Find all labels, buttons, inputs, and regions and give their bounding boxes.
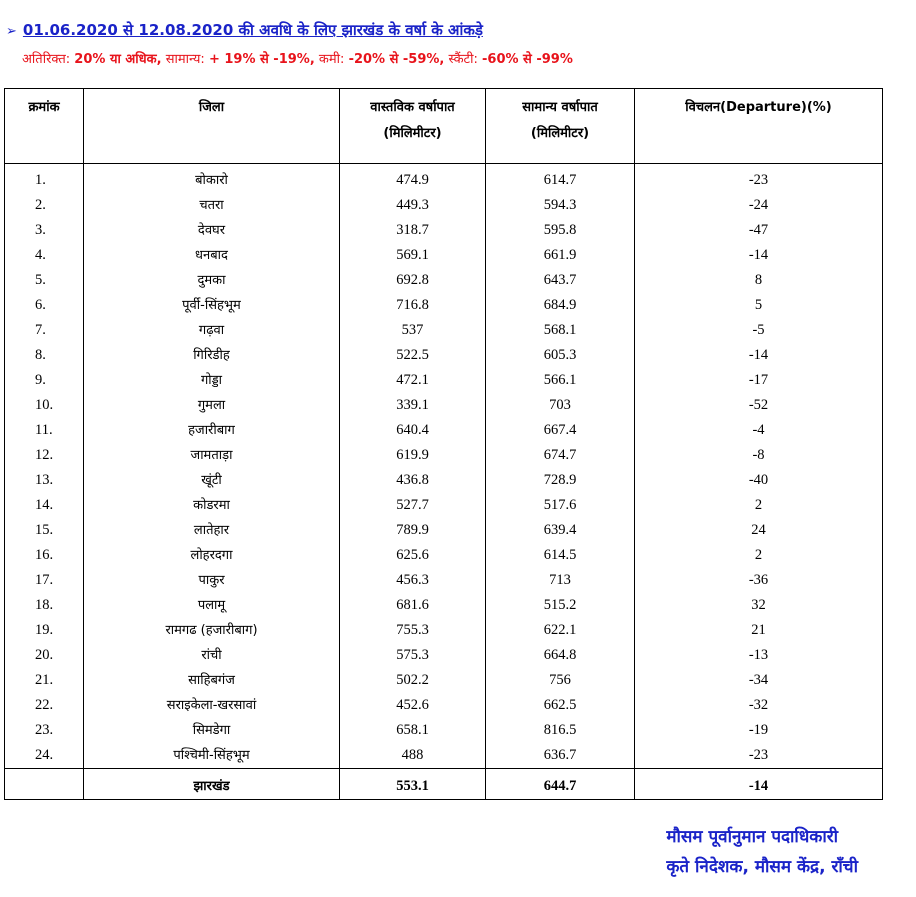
category-legend <box>22 49 573 67</box>
actual-cell: 472.1 <box>340 368 486 393</box>
signature-office: कृते निदेशक, मौसम केंद्र, राँची <box>666 857 858 877</box>
normal-cell: 515.2 <box>486 593 635 618</box>
normal-cell: 614.5 <box>486 543 635 568</box>
departure-cell: -36 <box>635 568 883 593</box>
normal-cell: 713 <box>486 568 635 593</box>
normal-cell: 816.5 <box>486 718 635 743</box>
district-cell: बोकारो <box>84 164 340 194</box>
actual-cell: 716.8 <box>340 293 486 318</box>
departure-cell: -23 <box>635 743 883 769</box>
actual-cell: 692.8 <box>340 268 486 293</box>
normal-cell: 728.9 <box>486 468 635 493</box>
table-row <box>5 468 883 493</box>
actual-cell: 522.5 <box>340 343 486 368</box>
normal-cell: 667.4 <box>486 418 635 443</box>
departure-cell: -32 <box>635 693 883 718</box>
table-row <box>5 193 883 218</box>
sr-cell: 3. <box>5 218 84 243</box>
actual-cell: 681.6 <box>340 593 486 618</box>
table-row <box>5 368 883 393</box>
district-cell: पूर्वी-सिंहभूम <box>84 293 340 318</box>
normal-cell: 674.7 <box>486 443 635 468</box>
departure-cell: 32 <box>635 593 883 618</box>
sr-cell: 13. <box>5 468 84 493</box>
departure-cell: -14 <box>635 243 883 268</box>
sr-cell: 17. <box>5 568 84 593</box>
signature-designation: मौसम पूर्वानुमान पदाधिकारी <box>666 827 839 847</box>
district-cell: गिरिडीह <box>84 343 340 368</box>
sr-cell: 6. <box>5 293 84 318</box>
normal-cell: 661.9 <box>486 243 635 268</box>
sr-cell: 11. <box>5 418 84 443</box>
actual-cell: 339.1 <box>340 393 486 418</box>
normal-cell: 639.4 <box>486 518 635 543</box>
report-title: 01.06.2020 से 12.08.2020 की अवधि के लिए झारखंड के वर्षा के आंकड़े <box>22 21 483 39</box>
normal-cell: 636.7 <box>486 743 635 769</box>
actual-cell: 575.3 <box>340 643 486 668</box>
actual-cell: 456.3 <box>340 568 486 593</box>
normal-cell: 517.6 <box>486 493 635 518</box>
departure-cell: -47 <box>635 218 883 243</box>
table-row <box>5 243 883 268</box>
departure-cell: 8 <box>635 268 883 293</box>
normal-cell: 664.8 <box>486 643 635 668</box>
district-cell: लातेहार <box>84 518 340 543</box>
actual-cell: 527.7 <box>340 493 486 518</box>
departure-cell: 2 <box>635 493 883 518</box>
departure-cell: -40 <box>635 468 883 493</box>
district-cell: कोडरमा <box>84 493 340 518</box>
normal-cell: 566.1 <box>486 368 635 393</box>
district-cell: सिमडेगा <box>84 718 340 743</box>
normal-cell: 594.3 <box>486 193 635 218</box>
legend-scanty-label: स्कैंटी: <box>448 52 478 67</box>
departure-cell: -8 <box>635 443 883 468</box>
actual-cell: 537 <box>340 318 486 343</box>
sr-cell: 5. <box>5 268 84 293</box>
normal-cell: 595.8 <box>486 218 635 243</box>
actual-cell: 449.3 <box>340 193 486 218</box>
sr-cell: 7. <box>5 318 84 343</box>
normal-cell: 703 <box>486 393 635 418</box>
arrow-bullet-icon: ➢ <box>6 24 17 39</box>
departure-cell: 5 <box>635 293 883 318</box>
actual-cell: 658.1 <box>340 718 486 743</box>
table-row <box>5 718 883 743</box>
actual-cell: 502.2 <box>340 668 486 693</box>
sr-cell: 19. <box>5 618 84 643</box>
district-cell: देवघर <box>84 218 340 243</box>
table-row <box>5 293 883 318</box>
report-heading <box>6 20 483 40</box>
table-row <box>5 164 883 194</box>
actual-cell: 318.7 <box>340 218 486 243</box>
sr-cell: 21. <box>5 668 84 693</box>
departure-cell: -34 <box>635 668 883 693</box>
normal-cell: 684.9 <box>486 293 635 318</box>
total-row <box>5 769 883 800</box>
table-row <box>5 318 883 343</box>
sr-cell: 10. <box>5 393 84 418</box>
district-cell: रामगढ (हजारीबाग) <box>84 618 340 643</box>
table-row <box>5 218 883 243</box>
header-normal: सामान्य वर्षापात (मिलिमीटर) <box>486 89 635 164</box>
table-row <box>5 693 883 718</box>
rainfall-table <box>4 88 883 800</box>
actual-cell: 474.9 <box>340 164 486 194</box>
district-cell: चतरा <box>84 193 340 218</box>
sr-cell: 24. <box>5 743 84 769</box>
departure-cell: 21 <box>635 618 883 643</box>
table-row <box>5 393 883 418</box>
district-cell: धनबाद <box>84 243 340 268</box>
normal-cell: 756 <box>486 668 635 693</box>
normal-cell: 605.3 <box>486 343 635 368</box>
actual-cell: 625.6 <box>340 543 486 568</box>
sr-cell: 22. <box>5 693 84 718</box>
district-cell: गुमला <box>84 393 340 418</box>
legend-normal-label: सामान्य: <box>165 52 205 67</box>
table-row <box>5 618 883 643</box>
district-cell: खूंटी <box>84 468 340 493</box>
district-cell: जामताड़ा <box>84 443 340 468</box>
sr-cell: 16. <box>5 543 84 568</box>
departure-cell: -24 <box>635 193 883 218</box>
header-actual: वास्तविक वर्षापात (मिलिमीटर) <box>340 89 486 164</box>
total-actual-cell: 553.1 <box>340 769 486 800</box>
table-row <box>5 443 883 468</box>
sr-cell: 12. <box>5 443 84 468</box>
table-row <box>5 593 883 618</box>
actual-cell: 640.4 <box>340 418 486 443</box>
district-cell: साहिबगंज <box>84 668 340 693</box>
district-cell: पश्चिमी-सिंहभूम <box>84 743 340 769</box>
district-cell: रांची <box>84 643 340 668</box>
sr-cell: 4. <box>5 243 84 268</box>
normal-cell: 614.7 <box>486 164 635 194</box>
departure-cell: -17 <box>635 368 883 393</box>
sr-cell: 1. <box>5 164 84 194</box>
sr-cell: 20. <box>5 643 84 668</box>
district-cell: पलामू <box>84 593 340 618</box>
district-cell: गढ़वा <box>84 318 340 343</box>
district-cell: लोहरदगा <box>84 543 340 568</box>
actual-cell: 452.6 <box>340 693 486 718</box>
district-cell: पाकुर <box>84 568 340 593</box>
table-row <box>5 343 883 368</box>
sr-cell: 14. <box>5 493 84 518</box>
header-sr: क्रमांक <box>5 89 84 164</box>
legend-excess-label: अतिरिक्त: <box>22 52 71 67</box>
actual-cell: 789.9 <box>340 518 486 543</box>
departure-cell: -13 <box>635 643 883 668</box>
departure-cell: 2 <box>635 543 883 568</box>
total-district-cell: झारखंड <box>84 769 340 800</box>
departure-cell: -52 <box>635 393 883 418</box>
normal-cell: 568.1 <box>486 318 635 343</box>
legend-excess-value: 20% या अधिक, <box>74 52 162 67</box>
total-sr-cell <box>5 769 84 800</box>
district-cell: गोड्डा <box>84 368 340 393</box>
legend-deficient-value: -20% से -59%, <box>348 52 445 67</box>
header-departure: विचलन(Departure)(%) <box>635 89 883 164</box>
table-row <box>5 518 883 543</box>
header-district: जिला <box>84 89 340 164</box>
departure-cell: -19 <box>635 718 883 743</box>
actual-cell: 488 <box>340 743 486 769</box>
sr-cell: 9. <box>5 368 84 393</box>
table-row <box>5 418 883 443</box>
legend-deficient-label: कमी: <box>318 52 345 67</box>
table-row <box>5 643 883 668</box>
table-row <box>5 543 883 568</box>
table-header-row <box>5 89 883 164</box>
legend-normal-value: + 19% से -19%, <box>208 52 315 67</box>
total-departure-cell: -14 <box>635 769 883 800</box>
table-row <box>5 743 883 769</box>
legend-scanty-value: -60% से -99% <box>482 52 573 67</box>
departure-cell: -14 <box>635 343 883 368</box>
departure-cell: -5 <box>635 318 883 343</box>
normal-cell: 643.7 <box>486 268 635 293</box>
sr-cell: 18. <box>5 593 84 618</box>
district-cell: दुमका <box>84 268 340 293</box>
actual-cell: 436.8 <box>340 468 486 493</box>
table-row <box>5 268 883 293</box>
departure-cell: -4 <box>635 418 883 443</box>
normal-cell: 622.1 <box>486 618 635 643</box>
table-row <box>5 668 883 693</box>
sr-cell: 15. <box>5 518 84 543</box>
actual-cell: 755.3 <box>340 618 486 643</box>
sr-cell: 2. <box>5 193 84 218</box>
normal-cell: 662.5 <box>486 693 635 718</box>
sr-cell: 8. <box>5 343 84 368</box>
table-row <box>5 568 883 593</box>
departure-cell: -23 <box>635 164 883 194</box>
actual-cell: 569.1 <box>340 243 486 268</box>
district-cell: सराइकेला-खरसावां <box>84 693 340 718</box>
signature-block <box>666 822 858 882</box>
actual-cell: 619.9 <box>340 443 486 468</box>
sr-cell: 23. <box>5 718 84 743</box>
district-cell: हजारीबाग <box>84 418 340 443</box>
total-normal-cell: 644.7 <box>486 769 635 800</box>
departure-cell: 24 <box>635 518 883 543</box>
table-row <box>5 493 883 518</box>
